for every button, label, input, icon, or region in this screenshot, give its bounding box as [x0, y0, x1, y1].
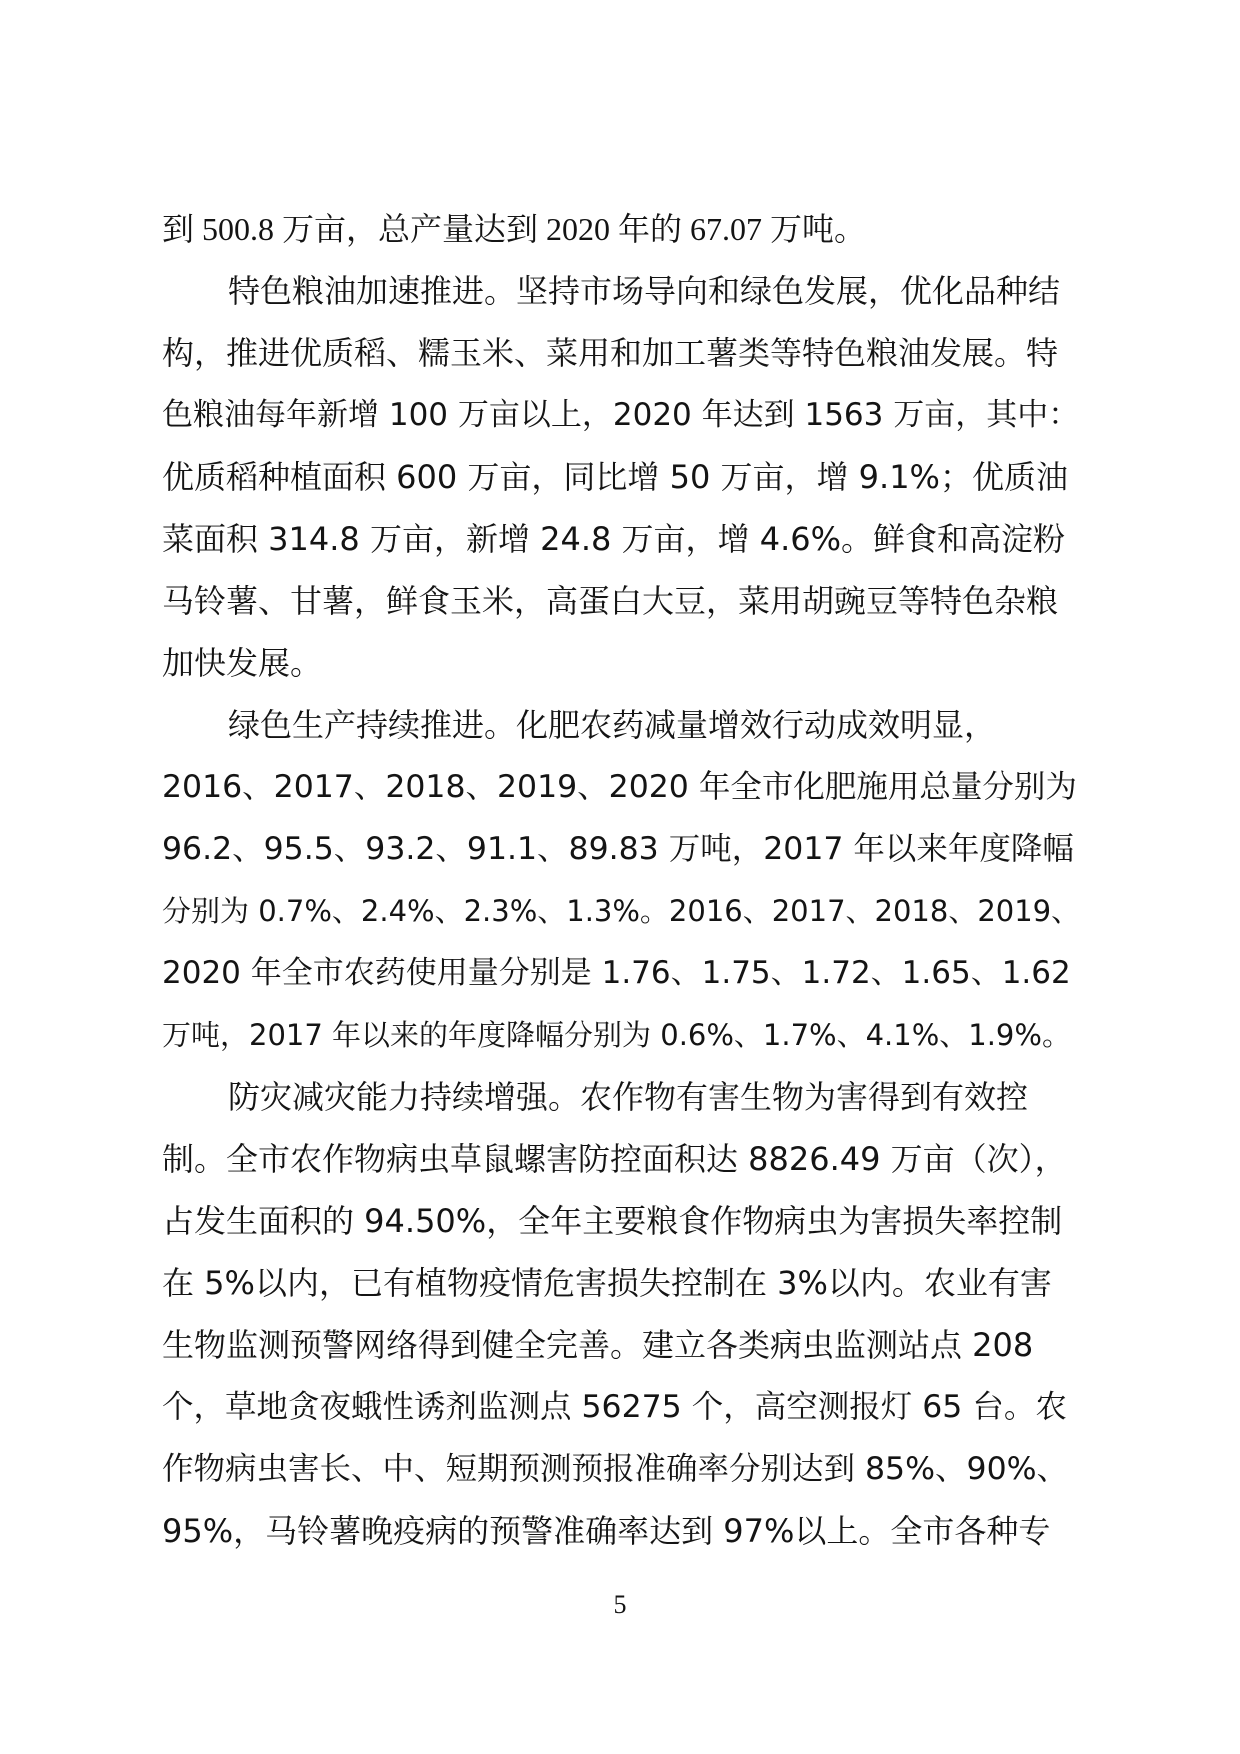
text-line: 加快发展。	[162, 644, 323, 682]
paragraph-heading-line: 绿色生产持续推进。化肥农药减量增效行动成效明显，	[228, 706, 997, 744]
text-line: 作物病虫害长、中、短期预测预报准确率分别达到 85%、90%、	[162, 1451, 1069, 1487]
text-line: 制。全市农作物病虫草鼠螺害防控面积达 8826.49 万亩（次），	[162, 1140, 1067, 1178]
text-line: 万吨，2017 年以来的年度降幅分别为 0.6%、1.7%、4.1%、1.9%。	[162, 1018, 1071, 1052]
text-line: 占发生面积的 94.50%，全年主要粮食作物病虫为害损失率控制	[162, 1202, 1063, 1240]
body-text	[162, 198, 1080, 1562]
paragraph-heading-line: 防灾减灾能力持续增强。农作物有害生物为害得到有效控	[228, 1078, 1029, 1116]
page-number: 5	[613, 1590, 627, 1619]
text-line: 在 5%以内，已有植物疫情危害损失控制在 3%以内。农业有害	[162, 1264, 1052, 1302]
text-line: 马铃薯、甘薯，鲜食玉米，高蛋白大豆，菜用胡豌豆等特色杂粮	[162, 582, 1059, 620]
text-line: 优质稻种植面积 600 万亩，同比增 50 万亩，增 9.1%；优质油	[162, 458, 1068, 496]
text-line: 菜面积 314.8 万亩，新增 24.8 万亩，增 4.6%。鲜食和高淀粉	[162, 520, 1066, 558]
text-line: 个，草地贪夜蛾性诱剂监测点 56275 个，高空测报灯 65 台。农	[162, 1389, 1067, 1425]
text-line: 色粮油每年新增 100 万亩以上，2020 年达到 1563 万亩，其中：	[162, 397, 1080, 433]
text-line: 2016、2017、2018、2019、2020 年全市化肥施用总量分别为	[162, 769, 1077, 805]
text-line: 2020 年全市农药使用量分别是 1.76、1.75、1.72、1.65、1.62	[162, 955, 1071, 991]
text-line: 到 500.8 万亩，总产量达到 2020 年的 67.07 万吨。	[162, 211, 867, 247]
text-line: 构，推进优质稻、糯玉米、菜用和加工薯类等特色粮油发展。特	[162, 334, 1059, 372]
text-line: 96.2、95.5、93.2、91.1、89.83 万吨，2017 年以来年度降幅	[162, 831, 1074, 867]
text-line: 分别为 0.7%、2.4%、2.3%、1.3%。2016、2017、2018、2019、	[162, 894, 1081, 928]
paragraph-heading-line: 特色粮油加速推进。坚持市场导向和绿色发展，优化品种结	[228, 272, 1061, 310]
text-line: 95%，马铃薯晚疫病的预警准确率达到 97%以上。全市各种专	[162, 1512, 1051, 1550]
text-line: 生物监测预警网络得到健全完善。建立各类病虫监测站点 208	[162, 1326, 1034, 1364]
